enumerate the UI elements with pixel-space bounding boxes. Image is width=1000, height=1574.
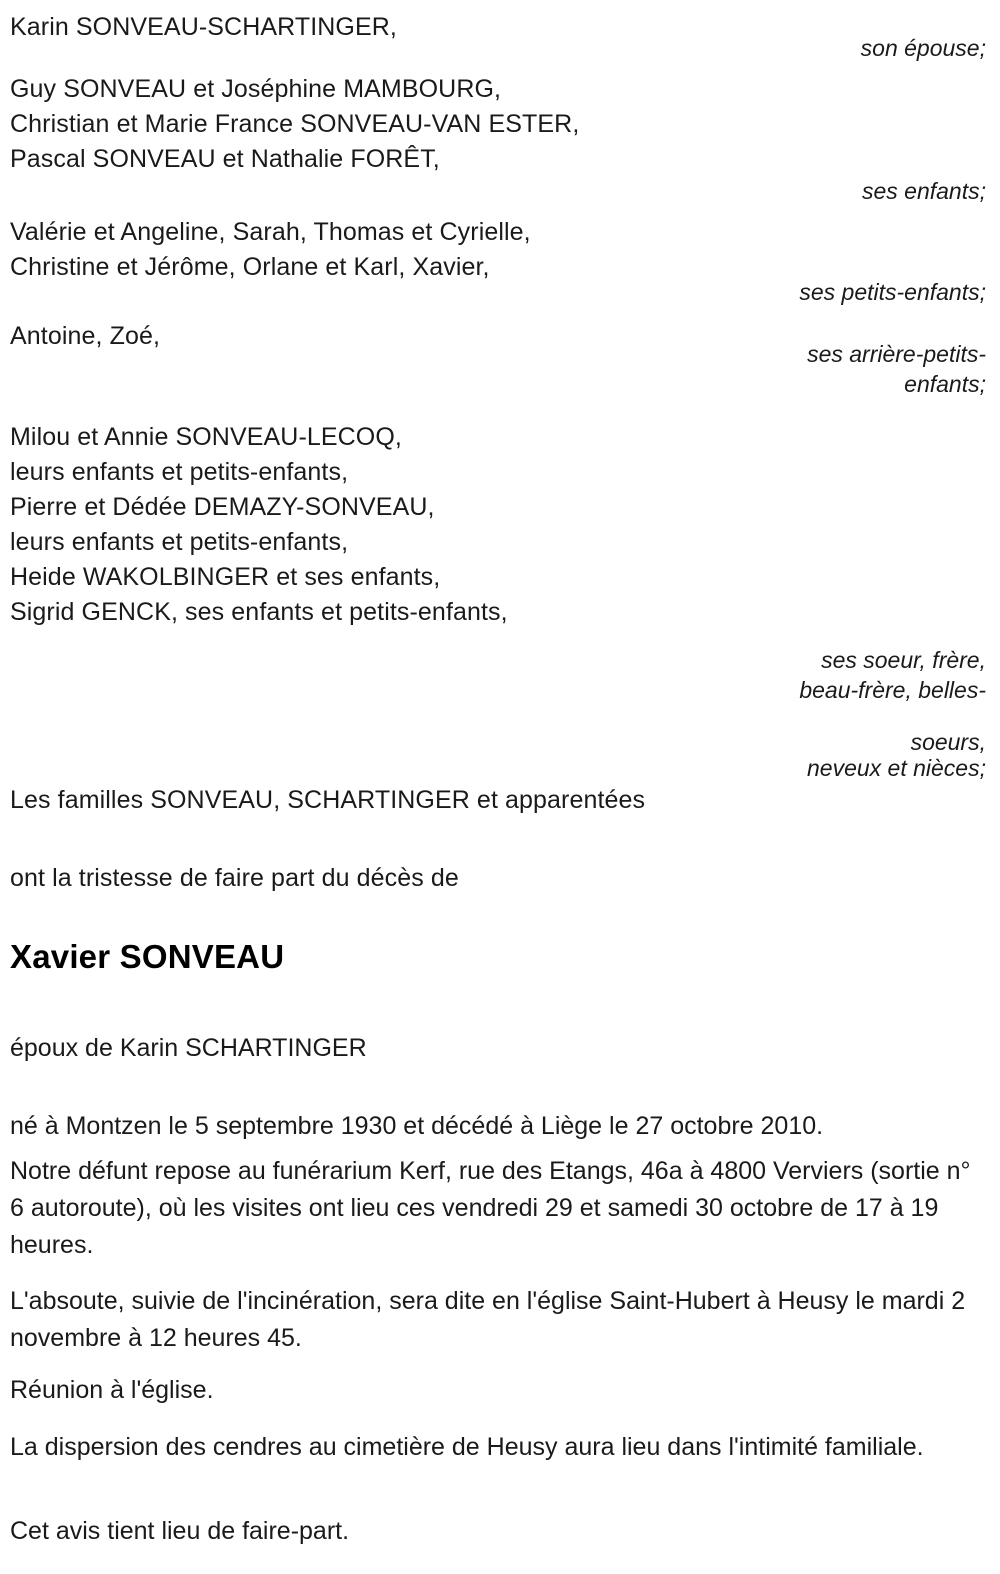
- relation-siblings-line3: soeurs,: [910, 729, 986, 755]
- announcement-intro-block: [10, 861, 986, 896]
- spouse-block: [10, 10, 986, 45]
- children-name-line: Pascal SONVEAU et Nathalie FORÊT,: [10, 145, 440, 173]
- funeral-home-paragraph: Notre défunt repose au funérarium Kerf, rue des Etangs, 46a à 4800 Verviers (sortie n° 6 autoroute), où les visites ont lieu ces vendredi 29 et samedi 30 octobre de 17 à 19 heures.: [10, 1157, 971, 1259]
- relation-siblings-cont: [807, 729, 986, 781]
- grandchildren-block: [10, 215, 986, 285]
- notice-paragraph: Cet avis tient lieu de faire-part.: [10, 1517, 350, 1545]
- relation-siblings-line2: beau-frère, belles-: [799, 677, 986, 703]
- relation-siblings-line4: neveux et nièces;: [806, 755, 986, 781]
- grandchildren-name-line: Christine et Jérôme, Orlane et Karl, Xavier,: [10, 253, 490, 281]
- siblings-name-line: leurs enfants et petits-enfants,: [10, 458, 349, 486]
- relation-siblings-line1: ses soeur, frère,: [821, 647, 986, 673]
- children-name-line: Guy SONVEAU et Joséphine MAMBOURG,: [10, 75, 502, 103]
- families-line: Les familles SONVEAU, SCHARTINGER et apparentées: [10, 786, 646, 814]
- relation-great-grandchildren-line1: ses arrière-petits-: [807, 341, 986, 367]
- announcement-intro: ont la tristesse de faire part du décès de: [10, 864, 459, 892]
- relation-siblings: [799, 645, 986, 705]
- deceased-name: Xavier SONVEAU: [10, 938, 285, 975]
- service-paragraph: L'absoute, suivie de l'incinération, sera dite en l'église Saint-Hubert à Heusy le mardi 2 novembre à 12 heures 45.: [10, 1287, 966, 1352]
- relation-great-grandchildren-line2: enfants;: [904, 371, 986, 397]
- spouse-of-line: époux de Karin SCHARTINGER: [10, 1034, 367, 1062]
- grandchildren-name-line: Valérie et Angeline, Sarah, Thomas et Cyrielle,: [10, 218, 531, 246]
- siblings-name-line: Milou et Annie SONVEAU-LECOQ,: [10, 423, 402, 451]
- children-block: [10, 72, 986, 177]
- relation-children: ses enfants;: [861, 178, 986, 204]
- relation-spouse: son épouse;: [860, 35, 986, 61]
- relation-great-grandchildren: [807, 339, 986, 399]
- spouse-name-line: Karin SONVEAU-SCHARTINGER,: [10, 13, 397, 41]
- great-grandchildren-name-line: Antoine, Zoé,: [10, 322, 161, 350]
- siblings-name-line: Pierre et Dédée DEMAZY-SONVEAU,: [10, 493, 435, 521]
- children-name-line: Christian et Marie France SONVEAU-VAN ESTER,: [10, 110, 580, 138]
- relation-grandchildren: ses petits-enfants;: [799, 279, 986, 305]
- siblings-block: [10, 420, 986, 630]
- siblings-name-line: Heide WAKOLBINGER et ses enfants,: [10, 563, 441, 591]
- siblings-name-line: leurs enfants et petits-enfants,: [10, 528, 349, 556]
- families-block: [10, 783, 986, 818]
- ashes-paragraph: La dispersion des cendres au cimetière de Heusy aura lieu dans l'intimité familiale.: [10, 1433, 924, 1461]
- siblings-name-line: Sigrid GENCK, ses enfants et petits-enfants,: [10, 598, 508, 626]
- gathering-paragraph: Réunion à l'église.: [10, 1376, 214, 1404]
- birth-death-line: né à Montzen le 5 septembre 1930 et décédé à Liège le 27 octobre 2010.: [10, 1112, 824, 1140]
